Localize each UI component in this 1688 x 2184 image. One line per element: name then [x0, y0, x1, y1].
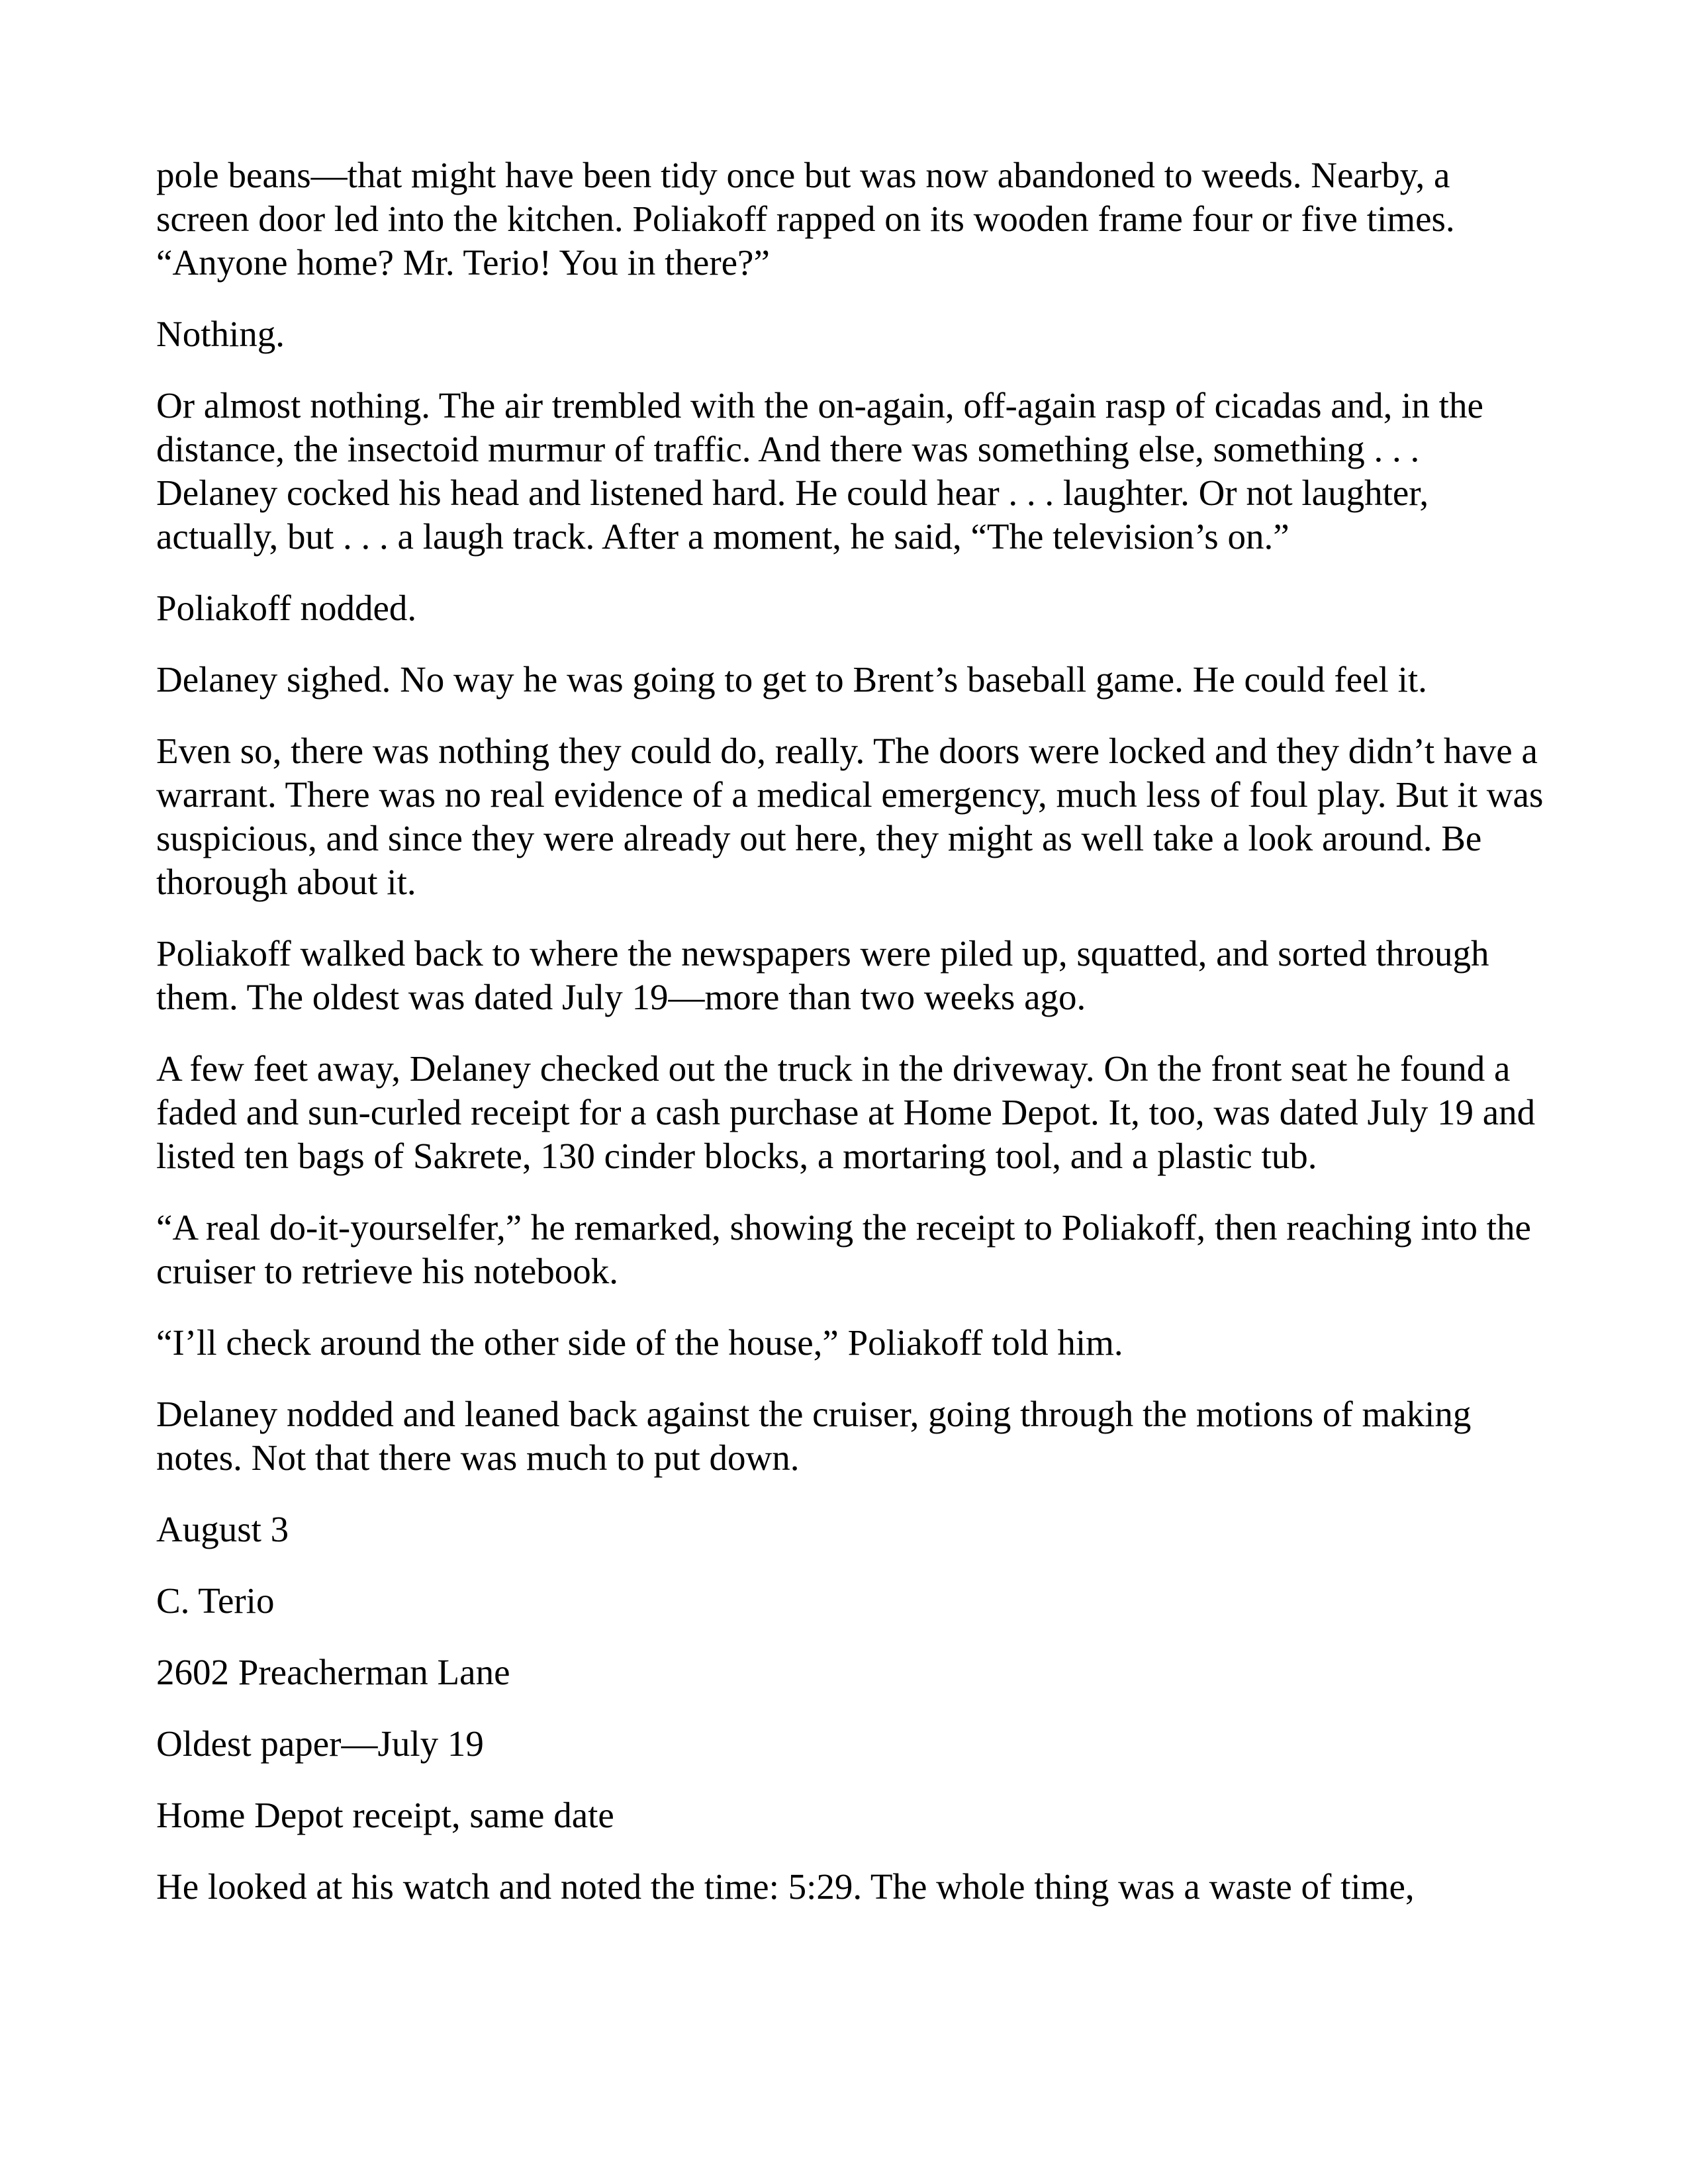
paragraph-5: Delaney sighed. No way he was going to get to Brent’s baseball game. He could feel it. [156, 659, 1427, 700]
paragraph-2: Nothing. [156, 314, 285, 354]
paragraph-final: He looked at his watch and noted the time: 5:29. The whole thing was a waste of time, [156, 1866, 1415, 1907]
note-oldest-paper: Oldest paper—July 19 [156, 1723, 484, 1764]
paragraph-6: Even so, there was nothing they could do, really. The doors were locked and they didn’t have a warrant. There was no real evidence of a medical emergency, much less of foul play. But it was suspicious, and since they were already out here, they might as well take a look around. Be thorough about it. [156, 731, 1544, 902]
paragraph-4: Poliakoff nodded. [156, 588, 417, 628]
paragraph-3: Or almost nothing. The air trembled with the on-again, off-again rasp of cicadas and, in the distance, the insectoid murmur of traffic. And there was something else, something . . . Delaney cocked his head and listened hard. He could hear . . . laughter. Or not laughter, actually, but . . . a laugh track. After a moment, he said, “The television’s on.” [156, 385, 1483, 557]
paragraph-1: pole beans—that might have been tidy once but was now abandoned to weeds. Nearby, a screen door led into the kitchen. Poliakoff rapped on its wooden frame four or five times. “Anyone home? Mr. Terio! You in there?” [156, 155, 1455, 283]
paragraph-8: A few feet away, Delaney checked out the truck in the driveway. On the front seat he found a faded and sun-curled receipt for a cash purchase at Home Depot. It, too, was dated July 19 and listed ten bags of Sakrete, 130 cinder blocks, a mortaring tool, and a plastic tub. [156, 1048, 1536, 1176]
document-page [156, 154, 1546, 1936]
note-date: August 3 [156, 1509, 289, 1549]
note-receipt: Home Depot receipt, same date [156, 1795, 614, 1835]
note-address: 2602 Preacherman Lane [156, 1652, 510, 1692]
paragraph-10: “I’ll check around the other side of the house,” Poliakoff told him. [156, 1322, 1123, 1363]
paragraph-11: Delaney nodded and leaned back against the cruiser, going through the motions of making notes. Not that there was much to put down. [156, 1394, 1472, 1478]
note-name: C. Terio [156, 1580, 275, 1621]
paragraph-9: “A real do-it-yourselfer,” he remarked, showing the receipt to Poliakoff, then reaching into the cruiser to retrieve his notebook. [156, 1207, 1531, 1291]
paragraph-7: Poliakoff walked back to where the newspapers were piled up, squatted, and sorted through them. The oldest was dated July 19—more than two weeks ago. [156, 933, 1489, 1017]
